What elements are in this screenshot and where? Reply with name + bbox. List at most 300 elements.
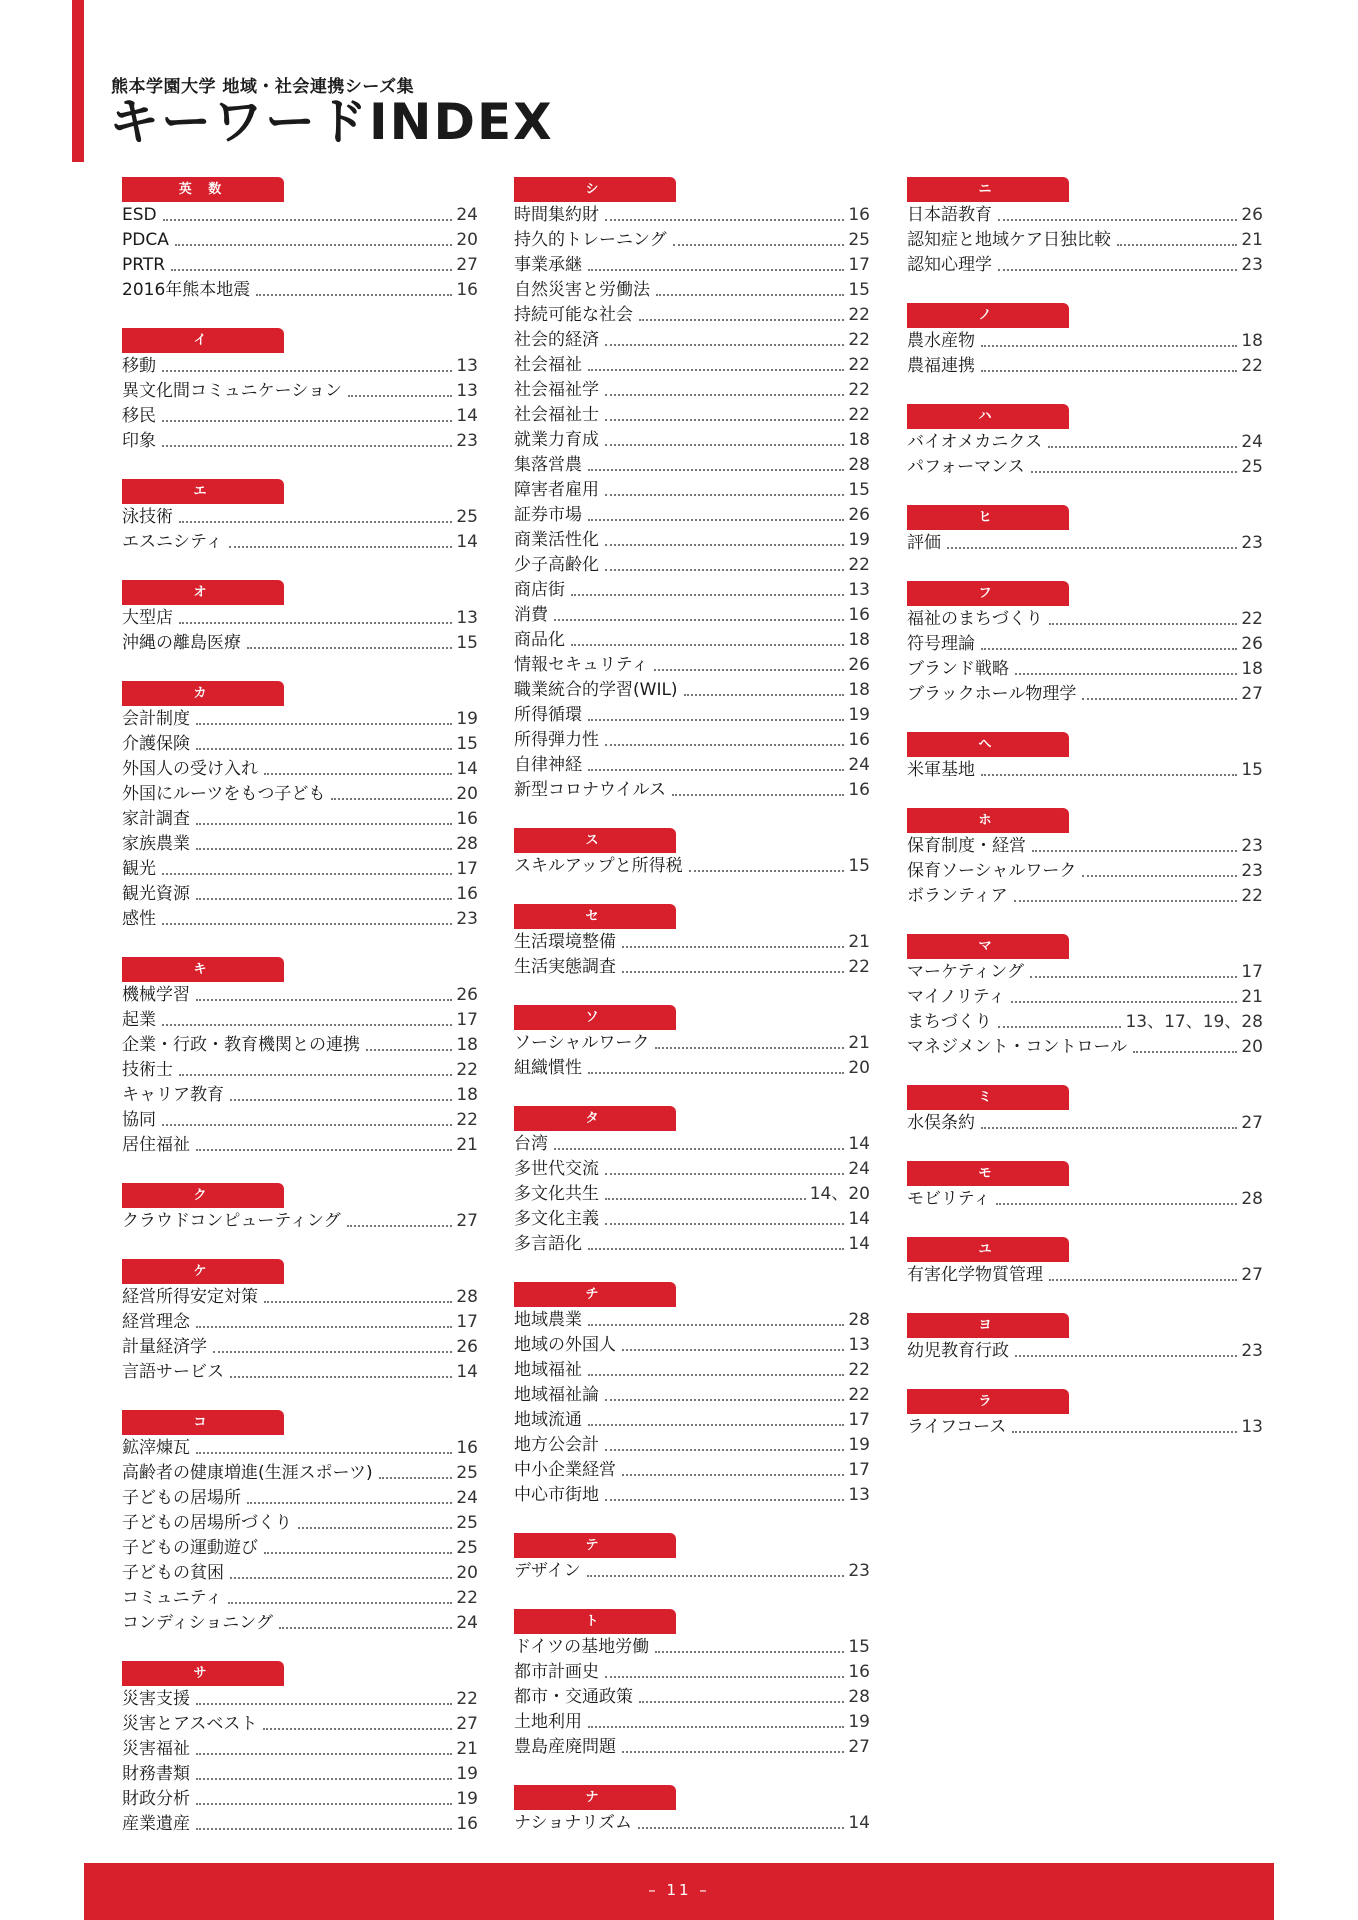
dot-leader xyxy=(622,1474,844,1476)
entry-pages: 26 xyxy=(1241,205,1263,225)
entry-term: 米軍基地 xyxy=(907,760,975,780)
dot-leader xyxy=(655,1047,844,1049)
index-entry xyxy=(907,1111,1263,1136)
dot-leader xyxy=(605,394,844,396)
index-entry xyxy=(514,603,870,628)
index-entry xyxy=(514,1559,870,1584)
index-entry xyxy=(514,1358,870,1383)
entry-term: 多言語化 xyxy=(514,1234,582,1254)
entry-term: 日本語教育 xyxy=(907,205,992,225)
entry-pages: 23 xyxy=(848,1561,870,1581)
dot-leader xyxy=(196,999,452,1001)
dot-leader xyxy=(1133,1051,1237,1053)
dot-leader xyxy=(588,719,844,721)
dot-leader xyxy=(162,873,452,875)
index-entry xyxy=(907,607,1263,632)
entry-term: 所得弾力性 xyxy=(514,730,599,750)
entry-term: 財政分析 xyxy=(122,1789,190,1809)
dot-leader xyxy=(175,244,453,246)
index-entry xyxy=(514,553,870,578)
dot-leader xyxy=(1082,875,1237,877)
index-entry xyxy=(907,354,1263,379)
entry-term: クラウドコンピューティング xyxy=(122,1211,341,1231)
entry-term: 地域福祉論 xyxy=(514,1385,599,1405)
dot-leader xyxy=(554,619,844,621)
entry-term: 地方公会計 xyxy=(514,1435,599,1455)
entry-pages: 21 xyxy=(1241,230,1263,250)
entry-term: 子どもの貧困 xyxy=(122,1563,224,1583)
entry-pages: 22 xyxy=(848,305,870,325)
section-header: ク xyxy=(122,1183,284,1208)
entry-term: 自律神経 xyxy=(514,755,582,775)
dot-leader xyxy=(1048,446,1237,448)
entry-term: 移民 xyxy=(122,406,156,426)
index-entry xyxy=(907,632,1263,657)
index-entry xyxy=(514,1333,870,1358)
entry-term: PRTR xyxy=(122,255,166,275)
entry-term: 外国人の受け入れ xyxy=(122,759,258,779)
index-entry xyxy=(907,884,1263,909)
entry-pages: 13 xyxy=(456,356,478,376)
entry-pages: 25 xyxy=(456,1513,478,1533)
index-column-1 xyxy=(122,177,478,1862)
section-header: ナ xyxy=(514,1785,676,1810)
index-section xyxy=(514,177,870,803)
dot-leader xyxy=(554,1148,844,1150)
index-section xyxy=(907,1313,1263,1364)
index-entry xyxy=(514,1207,870,1232)
index-entry xyxy=(514,930,870,955)
index-section xyxy=(514,1106,870,1257)
entry-term: 移動 xyxy=(122,356,156,376)
dot-leader xyxy=(196,1828,452,1830)
entry-term: 水俣条約 xyxy=(907,1113,975,1133)
entry-term: 財務書類 xyxy=(122,1764,190,1784)
entry-term: 観光 xyxy=(122,859,156,879)
dot-leader xyxy=(196,823,452,825)
entry-term: 自然災害と労働法 xyxy=(514,280,650,300)
entry-pages: 24 xyxy=(848,755,870,775)
dot-leader xyxy=(588,469,844,471)
index-entry xyxy=(122,1737,478,1762)
index-entry xyxy=(122,1083,478,1108)
section-header: ト xyxy=(514,1609,676,1634)
entry-pages: 17 xyxy=(848,1460,870,1480)
entry-pages: 20 xyxy=(1241,1037,1263,1057)
index-entry xyxy=(122,1812,478,1837)
entry-pages: 14 xyxy=(848,1209,870,1229)
index-entry xyxy=(514,1031,870,1056)
index-entry xyxy=(514,428,870,453)
dot-leader xyxy=(179,1074,452,1076)
index-section xyxy=(907,1389,1263,1440)
document-subtitle: 熊本学園大学 地域・社会連携シーズ集 xyxy=(111,77,415,97)
index-entry xyxy=(514,653,870,678)
entry-term: 産業遺産 xyxy=(122,1814,190,1834)
section-header: コ xyxy=(122,1410,284,1435)
entry-pages: 22 xyxy=(456,1060,478,1080)
entry-term: 組織慣性 xyxy=(514,1058,582,1078)
entry-term: エスニシティ xyxy=(122,532,223,552)
dot-leader xyxy=(230,1577,452,1579)
entry-pages: 25 xyxy=(848,230,870,250)
dot-leader xyxy=(247,647,452,649)
entry-pages: 22 xyxy=(848,380,870,400)
entry-pages: 16 xyxy=(456,809,478,829)
entry-pages: 18 xyxy=(848,630,870,650)
index-entry xyxy=(907,228,1263,253)
entry-term: 保育制度・経営 xyxy=(907,836,1026,856)
dot-leader xyxy=(981,774,1237,776)
index-section xyxy=(122,580,478,656)
section-header: セ xyxy=(514,904,676,929)
entry-term: 外国にルーツをもつ子ども xyxy=(122,784,326,804)
entry-term: コミュニティ xyxy=(122,1588,223,1608)
entry-pages: 15 xyxy=(456,734,478,754)
entry-pages: 21 xyxy=(456,1739,478,1759)
dot-leader xyxy=(588,1248,844,1250)
index-entry xyxy=(122,1536,478,1561)
index-entry xyxy=(514,528,870,553)
entry-pages: 18 xyxy=(456,1085,478,1105)
entry-term: バイオメカニクス xyxy=(907,432,1043,452)
index-entry xyxy=(907,455,1263,480)
entry-pages: 19 xyxy=(456,1764,478,1784)
dot-leader xyxy=(605,344,844,346)
dot-leader xyxy=(605,444,844,446)
entry-pages: 14 xyxy=(848,1813,870,1833)
dot-leader xyxy=(1015,1355,1237,1357)
entry-pages: 19 xyxy=(848,1712,870,1732)
index-entry xyxy=(514,1232,870,1257)
entry-pages: 17 xyxy=(1241,962,1263,982)
entry-pages: 15 xyxy=(848,480,870,500)
index-entry xyxy=(122,1436,478,1461)
index-entry xyxy=(907,859,1263,884)
entry-term: コンディショニング xyxy=(122,1613,273,1633)
index-section xyxy=(907,581,1263,707)
index-entry xyxy=(122,1033,478,1058)
index-section xyxy=(122,328,478,454)
entry-pages: 25 xyxy=(456,1538,478,1558)
dot-leader xyxy=(162,370,452,372)
index-entry xyxy=(907,657,1263,682)
dot-leader xyxy=(588,1374,844,1376)
entry-pages: 26 xyxy=(1241,634,1263,654)
entry-pages: 17 xyxy=(848,255,870,275)
entry-term: 符号理論 xyxy=(907,634,975,654)
section-header: ソ xyxy=(514,1005,676,1030)
dot-leader xyxy=(379,1477,453,1479)
entry-pages: 20 xyxy=(456,784,478,804)
index-section xyxy=(907,177,1263,278)
entry-pages: 21 xyxy=(848,1033,870,1053)
index-section xyxy=(907,1237,1263,1288)
entry-term: 幼児教育行政 xyxy=(907,1341,1009,1361)
entry-pages: 25 xyxy=(456,507,478,527)
dot-leader xyxy=(264,1301,452,1303)
entry-term: 地域農業 xyxy=(514,1310,582,1330)
entry-term: 新型コロナウイルス xyxy=(514,780,666,800)
entry-term: 保育ソーシャルワーク xyxy=(907,861,1077,881)
index-entry xyxy=(514,578,870,603)
index-section xyxy=(122,1661,478,1837)
dot-leader xyxy=(588,369,844,371)
entry-term: 地域の外国人 xyxy=(514,1335,616,1355)
entry-pages: 26 xyxy=(848,505,870,525)
entry-pages: 24 xyxy=(1241,432,1263,452)
index-entry xyxy=(514,378,870,403)
index-entry xyxy=(122,429,478,454)
section-header: モ xyxy=(907,1161,1069,1186)
index-entry xyxy=(122,857,478,882)
entry-pages: 20 xyxy=(848,1058,870,1078)
entry-term: 災害とアスベスト xyxy=(122,1714,258,1734)
entry-pages: 22 xyxy=(848,355,870,375)
index-entry xyxy=(514,1056,870,1081)
entry-pages: 25 xyxy=(1241,457,1263,477)
dot-leader xyxy=(196,1149,452,1151)
entry-pages: 28 xyxy=(456,834,478,854)
index-section xyxy=(907,732,1263,783)
entry-term: ドイツの基地労働 xyxy=(514,1637,650,1657)
section-header: キ xyxy=(122,957,284,982)
dot-leader xyxy=(689,870,845,872)
index-entry xyxy=(514,1182,870,1207)
index-entry xyxy=(514,1433,870,1458)
dot-leader xyxy=(947,547,1237,549)
entry-term: 家族農業 xyxy=(122,834,190,854)
index-entry xyxy=(122,983,478,1008)
entry-term: 社会福祉学 xyxy=(514,380,599,400)
index-entry xyxy=(907,329,1263,354)
entry-pages: 23 xyxy=(456,909,478,929)
dot-leader xyxy=(196,1753,452,1755)
entry-term: 少子高齢化 xyxy=(514,555,599,575)
section-header: ヨ xyxy=(907,1313,1069,1338)
index-entry xyxy=(122,1285,478,1310)
dot-leader xyxy=(588,1726,844,1728)
entry-term: ライフコース xyxy=(907,1417,1007,1437)
index-entry xyxy=(907,682,1263,707)
entry-term: 介護保険 xyxy=(122,734,190,754)
entry-term: 災害支援 xyxy=(122,1689,190,1709)
dot-leader xyxy=(1014,900,1238,902)
entry-pages: 22 xyxy=(1241,356,1263,376)
section-header: ノ xyxy=(907,303,1069,328)
entry-pages: 13 xyxy=(848,580,870,600)
dot-leader xyxy=(605,419,844,421)
dot-leader xyxy=(638,1827,844,1829)
index-entry xyxy=(514,1132,870,1157)
entry-pages: 21 xyxy=(1241,987,1263,1007)
dot-leader xyxy=(981,648,1237,650)
entry-pages: 27 xyxy=(1241,684,1263,704)
entry-pages: 24 xyxy=(456,1613,478,1633)
index-section xyxy=(514,828,870,879)
index-entry xyxy=(907,531,1263,556)
index-entry xyxy=(122,606,478,631)
entry-pages: 14 xyxy=(456,532,478,552)
index-entry xyxy=(122,278,478,303)
dot-leader xyxy=(229,546,453,548)
index-entry xyxy=(122,1486,478,1511)
index-entry xyxy=(514,353,870,378)
dot-leader xyxy=(347,1225,453,1227)
dot-leader xyxy=(605,1173,844,1175)
entry-term: 社会的経済 xyxy=(514,330,599,350)
index-entry xyxy=(122,707,478,732)
index-entry xyxy=(514,1458,870,1483)
entry-pages: 24 xyxy=(456,205,478,225)
index-entry xyxy=(122,1762,478,1787)
index-column-2 xyxy=(514,177,870,1861)
entry-term: まちづくり xyxy=(907,1012,992,1032)
dot-leader xyxy=(655,1651,844,1653)
entry-term: パフォーマンス xyxy=(907,457,1025,477)
entry-pages: 22 xyxy=(1241,886,1263,906)
index-entry xyxy=(514,1635,870,1660)
dot-leader xyxy=(162,1124,452,1126)
dot-leader xyxy=(605,1449,844,1451)
index-entry xyxy=(907,253,1263,278)
entry-term: 都市・交通政策 xyxy=(514,1687,633,1707)
entry-pages: 15 xyxy=(848,1637,870,1657)
entry-term: 障害者雇用 xyxy=(514,480,599,500)
index-section xyxy=(514,1609,870,1760)
entry-term: 居住福祉 xyxy=(122,1135,190,1155)
dot-leader xyxy=(639,319,844,321)
entry-pages: 15 xyxy=(456,633,478,653)
entry-term: 台湾 xyxy=(514,1134,548,1154)
entry-pages: 18 xyxy=(848,680,870,700)
entry-term: ボランティア xyxy=(907,886,1008,906)
entry-term: 商店街 xyxy=(514,580,565,600)
entry-term: 鉱滓煉瓦 xyxy=(122,1438,190,1458)
entry-term: 高齢者の健康増進(生涯スポーツ) xyxy=(122,1463,373,1483)
dot-leader xyxy=(587,1575,845,1577)
entry-pages: 19 xyxy=(848,705,870,725)
entry-term: マイノリティ xyxy=(907,987,1006,1007)
entry-pages: 18 xyxy=(848,430,870,450)
entry-term: 集落営農 xyxy=(514,455,582,475)
dot-leader xyxy=(588,269,844,271)
entry-pages: 23 xyxy=(1241,533,1263,553)
index-entry xyxy=(122,1058,478,1083)
section-header: タ xyxy=(514,1106,676,1131)
index-entry xyxy=(514,478,870,503)
entry-term: 災害福祉 xyxy=(122,1739,190,1759)
entry-pages: 23 xyxy=(456,431,478,451)
entry-term: 印象 xyxy=(122,431,156,451)
dot-leader xyxy=(196,1703,452,1705)
entry-term: デザイン xyxy=(514,1561,581,1581)
index-entry xyxy=(122,1335,478,1360)
entry-pages: 15 xyxy=(1241,760,1263,780)
entry-pages: 23 xyxy=(1241,1341,1263,1361)
index-entry xyxy=(122,1461,478,1486)
entry-term: 企業・行政・教育機関との連携 xyxy=(122,1035,360,1055)
entry-pages: 18 xyxy=(1241,331,1263,351)
section-header: カ xyxy=(122,681,284,706)
entry-term: 異文化間コミュニケーション xyxy=(122,381,342,401)
index-section xyxy=(122,177,478,303)
dot-leader xyxy=(196,1803,452,1805)
index-entry xyxy=(122,757,478,782)
entry-pages: 22 xyxy=(848,957,870,977)
dot-leader xyxy=(1011,1001,1237,1003)
index-entry xyxy=(907,430,1263,455)
index-entry xyxy=(514,1710,870,1735)
entry-pages: 14 xyxy=(848,1134,870,1154)
entry-pages: 28 xyxy=(456,1287,478,1307)
dot-leader xyxy=(230,1099,452,1101)
index-entry xyxy=(514,1660,870,1685)
dot-leader xyxy=(331,798,452,800)
entry-term: 福祉のまちづくり xyxy=(907,609,1043,629)
entry-pages: 28 xyxy=(848,1310,870,1330)
index-entry xyxy=(122,807,478,832)
section-header: マ xyxy=(907,934,1069,959)
entry-pages: 16 xyxy=(848,605,870,625)
dot-leader xyxy=(247,1502,452,1504)
index-entry xyxy=(907,1263,1263,1288)
index-entry xyxy=(122,1209,478,1234)
dot-leader xyxy=(162,420,452,422)
footer-band xyxy=(84,1863,1274,1920)
section-header: ホ xyxy=(907,808,1069,833)
dot-leader xyxy=(588,519,844,521)
entry-term: 経営所得安定対策 xyxy=(122,1287,258,1307)
index-entry xyxy=(122,1360,478,1385)
entry-term: 所得循環 xyxy=(514,705,582,725)
dot-leader xyxy=(998,269,1237,271)
entry-term: モビリティ xyxy=(907,1189,991,1209)
entry-term: 多世代交流 xyxy=(514,1159,599,1179)
entry-term: 子どもの居場所づくり xyxy=(122,1513,292,1533)
dot-leader xyxy=(605,1499,844,1501)
entry-pages: 27 xyxy=(1241,1113,1263,1133)
index-entry xyxy=(122,203,478,228)
index-section xyxy=(907,505,1263,556)
index-entry xyxy=(907,1415,1263,1440)
entry-pages: 13 xyxy=(848,1335,870,1355)
entry-pages: 23 xyxy=(1241,255,1263,275)
index-entry xyxy=(514,203,870,228)
dot-leader xyxy=(228,1602,452,1604)
entry-pages: 15 xyxy=(848,280,870,300)
entry-term: 生活実態調査 xyxy=(514,957,616,977)
entry-pages: 17 xyxy=(848,1410,870,1430)
entry-pages: 19 xyxy=(848,1435,870,1455)
section-header: ニ xyxy=(907,177,1069,202)
entry-pages: 16 xyxy=(848,1662,870,1682)
index-entry xyxy=(122,782,478,807)
index-section xyxy=(122,1183,478,1234)
index-entry xyxy=(122,530,478,555)
entry-pages: 22 xyxy=(456,1689,478,1709)
index-entry xyxy=(514,628,870,653)
index-section xyxy=(907,1085,1263,1136)
entry-pages: 27 xyxy=(456,1714,478,1734)
entry-pages: 28 xyxy=(848,455,870,475)
page-number: – 11 – xyxy=(648,1881,710,1899)
entry-pages: 24 xyxy=(456,1488,478,1508)
dot-leader xyxy=(672,794,844,796)
dot-leader xyxy=(605,744,844,746)
dot-leader xyxy=(639,1701,844,1703)
dot-leader xyxy=(256,294,452,296)
